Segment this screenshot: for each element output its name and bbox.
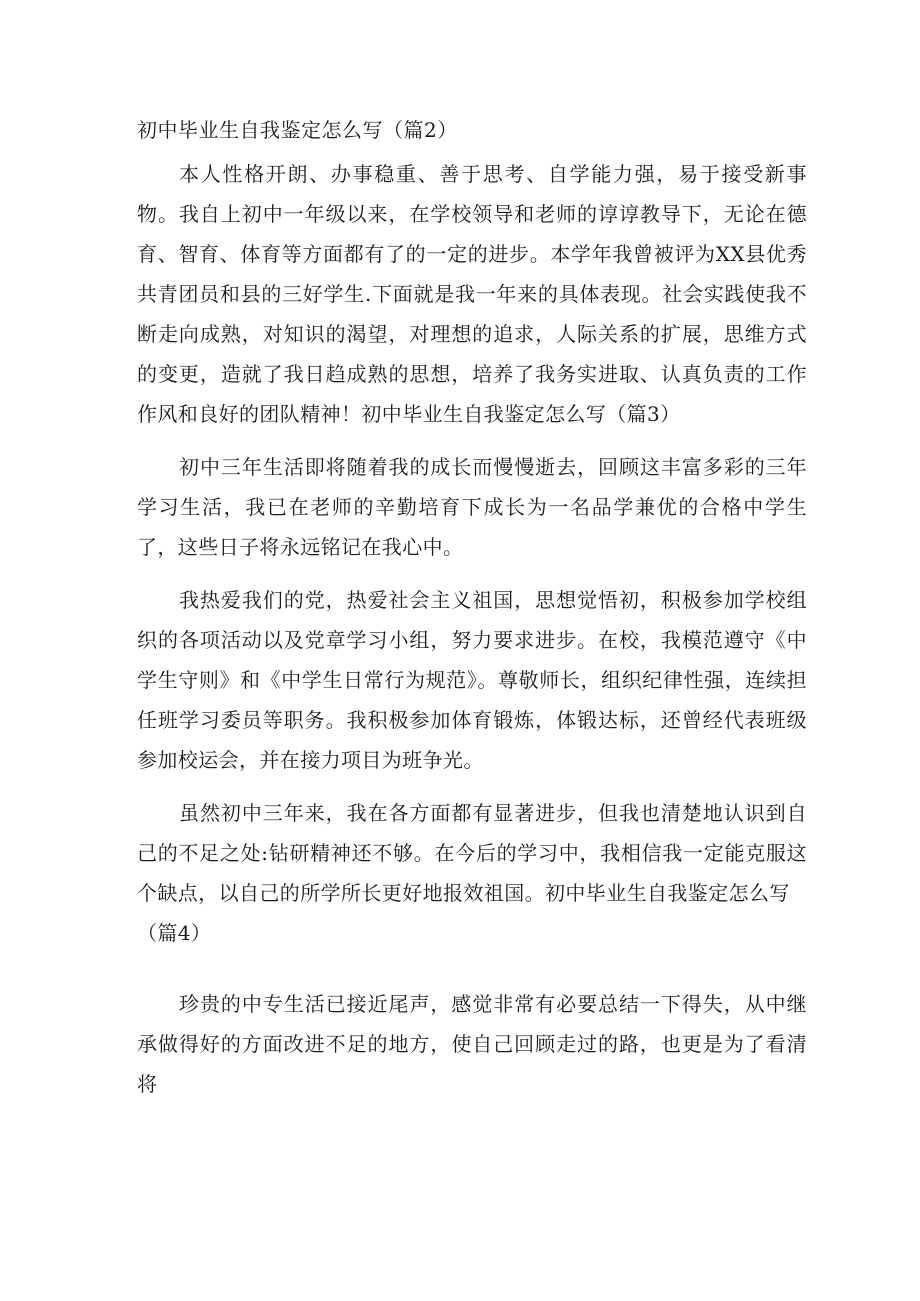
- paragraph: 本人性格开朗、办事稳重、善于思考、自学能力强，易于接受新事物。我自上初中一年级以来，在学校领导和老师的谆谆教导下，无论在德育、智育、体育等方面都有了的一定的进步。本学年我曾被评为XX县优秀共青团员和县的三好学生.下面就是我一年来的具体表现。社会实践使我不断走向成熟，对知识的渴望，对理想的追求，人际关系的扩展，思维方式的变更，造就了我日趋成熟的思想，培养了我务实进取、认真负责的工作作风和良好的团队精神！初中毕业生自我鉴定怎么写（篇3）: [137, 162, 807, 426]
- paragraph: 初中三年生活即将随着我的成长而慢慢逝去，回顾这丰富多彩的三年学习生活，我已在老师的辛勤培育下成长为一名品学兼优的合格中学生了，这些日子将永远铭记在我心中。: [137, 455, 807, 559]
- paragraph-gap: [137, 966, 807, 984]
- paragraph: 我热爱我们的党，热爱社会主义祖国，思想觉悟初，积极参加学校组织的各项活动以及党章学习小组，努力要求进步。在校，我模范遵守《中学生守则》和《中学生日常行为规范》。尊敬师长，组织纪律性强，连续担任班学习委员等职务。我积极参加体育锻炼，体锻达标，还曾经代表班级参加校运会，并在接力项目为班争光。: [137, 588, 807, 772]
- paragraph: 珍贵的中专生活已接近尾声，感觉非常有必要总结一下得失，从中继承做得好的方面改进不足的地方，使自己回顾走过的路，也更是为了看清将: [137, 992, 807, 1096]
- section-heading-continuation: （篇4）: [137, 921, 212, 945]
- section-title: 初中毕业生自我鉴定怎么写（篇2）: [137, 118, 458, 142]
- paragraph: 虽然初中三年来，我在各方面都有显著进步，但我也清楚地认识到自己的不足之处:钻研精神还不够。在今后的学习中，我相信我一定能克服这个缺点，以自己的所学所长更好地报效祖国。初中毕业生自我鉴定怎么写: [137, 801, 807, 905]
- document-body: [137, 112, 807, 1117]
